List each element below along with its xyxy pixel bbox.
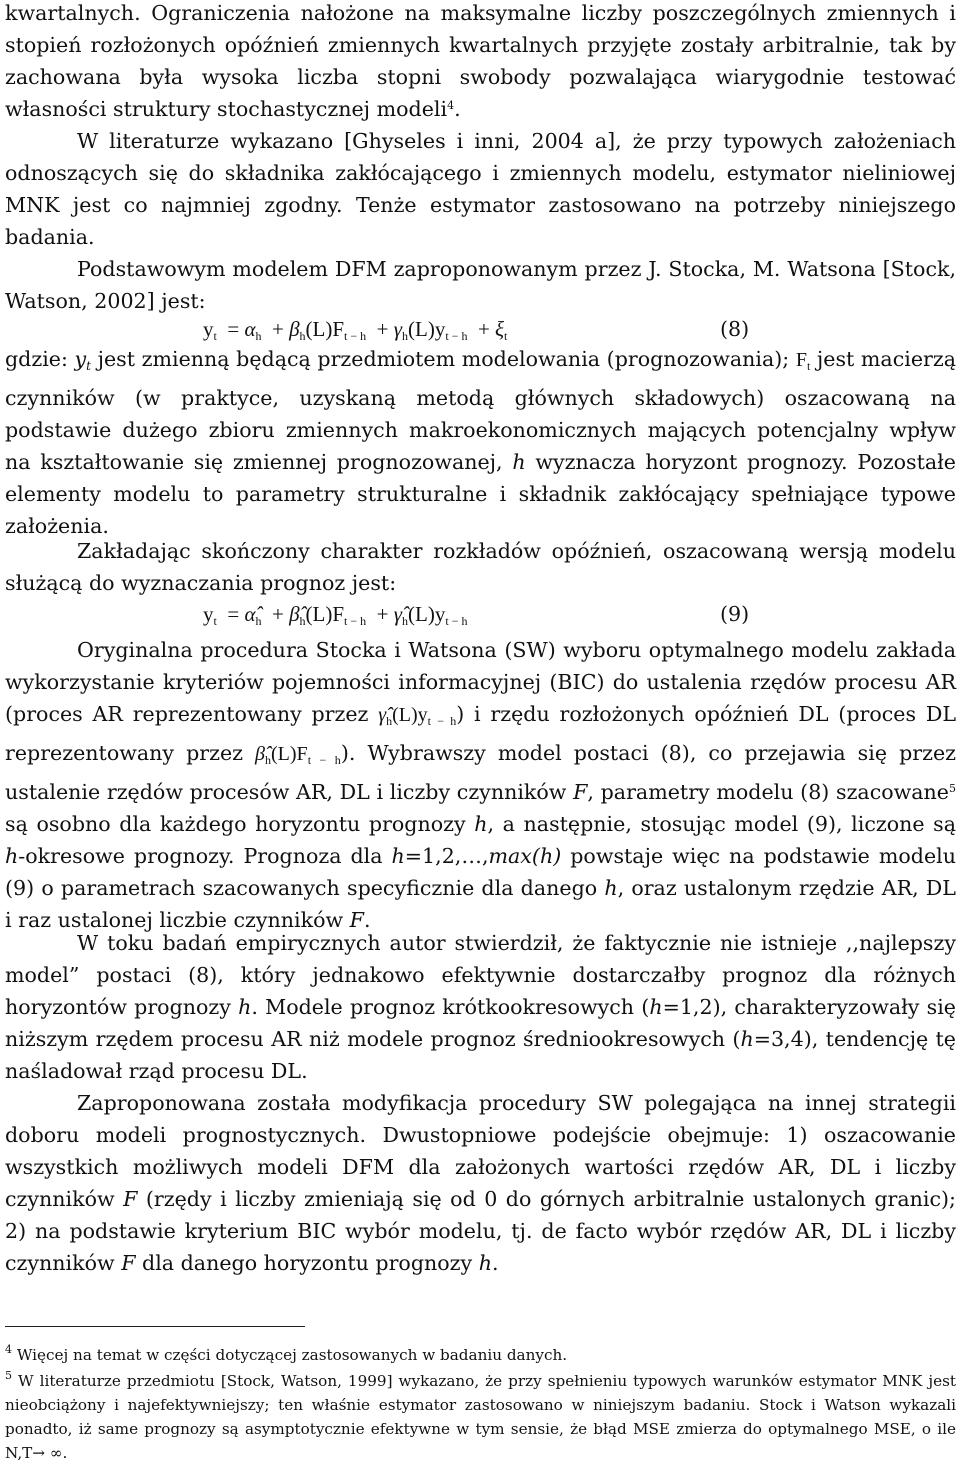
var-h: h <box>649 995 663 1019</box>
paragraph-text: W literaturze wykazano [Ghyseles i inni, 2004 a], że przy typowych założeniach odnoszących się do składnika zakłócającego i zmiennych modelu, estymator nieliniowej MNK jest co najmniej zgodny. Tenże estymator zastosowano na potrzeby niniejszego badania. <box>5 129 956 249</box>
text-run: =1,2), charakteryzowały się niższym rzędem procesu AR niż modele prognoz średniookresowych ( <box>5 995 956 1051</box>
text-run: W toku badań empirycznych autor stwierdził, że faktycznie nie istnieje ,,najlepszy model” postaci (8), który jednakowo efektywnie dostarczałby prognoz dla różnych horyzontów prognozy <box>5 931 956 1019</box>
var-F: F <box>123 1187 138 1211</box>
paragraph-variables-definition <box>5 343 956 542</box>
text-run: Zaproponowana została modyfikacja procedury SW polegająca na innej strategii doboru modeli prognostycznych. Dwustopniowe podejście obejmuje: 1) oszacowanie wszystkich możliwych modeli DFM dla założonych wartości rzędów AR, DL i liczby czynników <box>5 1091 956 1211</box>
footnote-ref-4: 4 <box>447 99 455 112</box>
equation-9 <box>0 598 960 630</box>
text-run: gdzie: <box>5 347 75 371</box>
footnote-ref-5: 5 <box>949 782 956 795</box>
equation-8-number: (8) <box>720 317 750 341</box>
text-run: , parametry modelu (8) szacowane <box>587 780 949 804</box>
text-run: . <box>363 908 371 932</box>
footnote-number: 5 <box>5 1369 12 1382</box>
var-F: F <box>121 1251 136 1275</box>
text-run: -okresowe prognozy. Prognoza dla <box>18 844 392 868</box>
footnote-text: Więcej na temat w części dotyczącej zastosowanych w badaniu danych. <box>12 1346 568 1364</box>
text-run: dla danego horyzontu prognozy <box>135 1251 479 1275</box>
var-F: F <box>573 780 588 804</box>
paragraph-text: Podstawowym modelem DFM zaproponowanym przez J. Stocka, M. Watsona [Stock, Watson, 2002] jest: <box>5 257 956 313</box>
footnote-text: W literaturze przedmiotu [Stock, Watson, 1999] wykazano, że przy spełnieniu typowych warunków estymator MNK jest nieobciążony i najefektywniejszy; ten właśnie estymator zastosowano w niniejszym badaniu. Stock i Watson wykazali ponadto, iż same prognozy są asymptotycznie efektywne w tym sensie, że błąd MSE zmierza do optymalnego MSE, o ile N,T→ ∞. <box>5 1372 956 1462</box>
paragraph-estimated-version <box>5 535 956 599</box>
paragraph-dfm-intro <box>5 253 956 317</box>
var-h: h <box>478 1251 492 1275</box>
paragraph-text: Zakładając skończony charakter rozkładów opóźnień, oszacowaną wersją modelu służącą do wyznaczania prognoz jest: <box>5 539 956 595</box>
text-run: =1,2,…, <box>404 844 489 868</box>
equation-9-formula: $y_t$ = $\alphâ_h$ + $\betâ_h(L)F_{t - h}$ + $\gammâ_h(L)y_{t - h}$ <box>203 602 468 628</box>
var-h: h <box>5 844 19 868</box>
text-run: Oryginalna procedura Stocka i Watsona (SW) wyboru optymalnego modelu zakłada wykorzystanie kryteriów pojemności informacyjnej (BIC) do ustalenia rzędów procesu AR (proces AR reprezentowany przez <box>5 638 956 726</box>
text-run: . Modele prognoz krótkookresowych ( <box>251 995 650 1019</box>
text-run: powstaje więc na podstawie modelu (9) o parametrach szacowanych specyficznie dla danego <box>5 844 956 900</box>
var-h: h <box>238 995 252 1019</box>
paragraph-empirical-findings <box>5 927 956 1087</box>
text-run: ). Wybrawszy model postaci (8), co przejawia się przez ustalenie rzędów procesów AR, DL i liczby czynników <box>5 741 956 804</box>
var-h: h <box>391 844 405 868</box>
text-run: jest macierzą czynników (w praktyce, uzyskaną metodą głównych składowych) oszacowaną na podstawie dużego zbioru zmiennych makroekonomicznych mających potencjalny wpływ na kształtowanie się zmiennej prognozowanej, <box>5 347 956 474</box>
var-h: h <box>474 812 488 836</box>
var-Ft: $F_t$ <box>795 349 811 373</box>
var-h: h <box>740 1027 754 1051</box>
text-run: (rzędy i liczby zmieniają się od 0 do górnych arbitralnie ustalonych granic); 2) na podstawie kryterium BIC wybór modelu, tj. de facto wybór rzędów AR, DL i liczby czynników <box>5 1187 956 1275</box>
var-h: h <box>604 876 618 900</box>
paragraph-literature-nls <box>5 125 956 253</box>
var-F: F <box>349 908 364 932</box>
text-run: , a następnie, stosując model (9), liczone są <box>487 812 957 836</box>
text-run: . <box>491 1251 499 1275</box>
paragraph-modification <box>5 1087 956 1279</box>
text-run: , oraz ustalonym rzędzie AR, DL i raz ustalonej liczbie czynników <box>5 876 956 932</box>
text-run: ) i rzędu rozłożonych opóźnień DL (proces DL reprezentowany przez <box>5 702 957 765</box>
paragraph-text: kwartalnych. Ograniczenia nałożone na maksymalne liczby poszczególnych zmiennych i stopień rozłożonych opóźnień zmiennych kwartalnych przyjęte zostały arbitralnie, tak by zachowana była wysoka liczba stopni swobody pozwalająca wiarygodnie testować własności struktury stochastycznej modeli <box>5 1 956 121</box>
footnote-5 <box>5 1369 956 1465</box>
text-run: =3,4), tendencję tę naśladował rząd procesu DL. <box>5 1027 956 1083</box>
footnote-number: 4 <box>5 1343 12 1356</box>
footnote-separator <box>5 1326 305 1327</box>
equation-9-number: (9) <box>720 602 750 626</box>
paragraph-sw-procedure <box>5 634 956 936</box>
paragraph-model-restrictions: kwartalnych. Ograniczenia nałożone na maksymalne liczby poszczególnych zmiennych i stopień rozłożonych opóźnień zmiennych kwartalnych przyjęte zostały arbitralnie, tak by zachowana była wysoka liczba stopni swobody pozwalająca wiarygodnie testować własności struktury stochastycznej modeli$^4$. <box>5 1 956 121</box>
var-max-h: max(h) <box>488 844 562 868</box>
inline-formula-gamma: $\gammâ_h(L)y_{t - h}$ <box>378 704 457 728</box>
equation-8 <box>0 313 960 345</box>
var-yt: $y_t$ <box>74 347 91 373</box>
equation-8-formula: $y_t = \alpha_h + \beta_h(L)F_{t - h} + \gamma_h(L)y_{t - h} + \xi_t$ <box>203 317 508 343</box>
footnote-4 <box>5 1343 956 1367</box>
inline-formula-beta: $\betâ_h(L)F_{t - h}$ <box>255 743 341 767</box>
var-h: h <box>512 450 526 474</box>
text-run: są osobno dla każdego horyzontu prognozy <box>5 812 475 836</box>
text-run: wyznacza horyzont prognozy. Pozostałe elementy modelu to parametry strukturalne i składnik zakłócający spełniające typowe założenia. <box>5 450 956 538</box>
text-run: jest zmienną będącą przedmiotem modelowania (prognozowania); <box>91 347 796 371</box>
